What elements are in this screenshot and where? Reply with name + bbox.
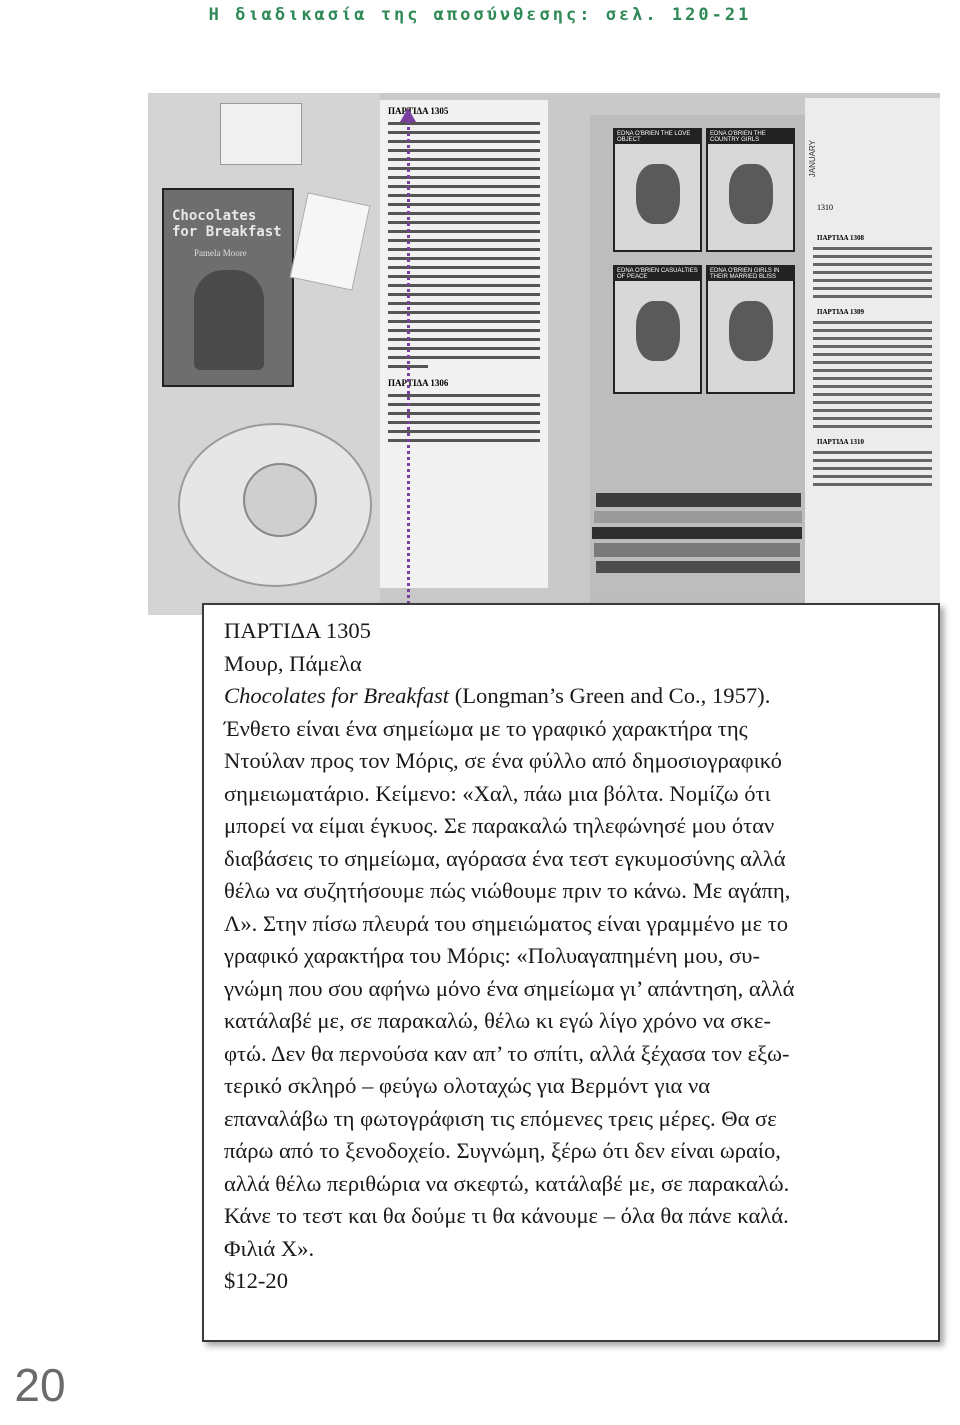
body-line: θέλω να συζητήσουμε πώς νιώθουμε πριν το κάνω. Με αγάπη, <box>224 878 791 903</box>
catalogue-sheet <box>380 100 548 588</box>
callout-dotted-line <box>407 120 410 612</box>
body-line: Κάνε το τεστ και θα δούμε τι θα κάνουμε – όλα θα πάνε καλά. <box>224 1203 789 1228</box>
lot-author: Μουρ, Πάμελα <box>224 650 362 676</box>
body-line: Ντούλαν προς τον Μόρις, σε ένα φύλλο από δημοσιογραφικό <box>224 748 782 773</box>
lot-caption-text <box>224 615 920 1298</box>
right-lot-title: ΠΑΡΤΙΔΑ 1309 <box>817 308 864 316</box>
cover-married-bliss <box>706 265 795 394</box>
body-line: γνώμη που σου αφήνω μόνο ένα σημείωμα γι’ απάντηση, αλλά <box>224 975 795 1001</box>
cover-label: EDNA O'BRIEN THE LOVE OBJECT <box>615 130 700 144</box>
right-lot-title: ΠΑΡΤΙΔΑ 1308 <box>817 234 864 242</box>
book-cover-figure <box>194 270 264 370</box>
cover-casualties-of-peace <box>613 265 702 394</box>
page-number: 20 <box>14 1359 66 1411</box>
body-line: διαβάσεις το σημείωμα, αγόρασα ένα τεστ εγκυμοσύνης αλλά <box>224 845 786 871</box>
lot-number: ΠΑΡΤΙΔΑ 1305 <box>224 618 371 643</box>
book-stack-item <box>594 511 802 523</box>
cover-love-object <box>613 128 702 252</box>
body-line: Φιλιά Χ». <box>224 1235 315 1261</box>
page-number-small: 1310 <box>817 203 833 212</box>
lot-caption-card <box>202 603 940 1342</box>
lot-price: $12-20 <box>224 1268 289 1293</box>
lot-book-title: Chocolates for Breakfast <box>224 683 450 708</box>
body-line: πάρω από το ξενοδοχείο. Συγνώμη, ξέρω ότι δεν είναι ωραίο, <box>224 1138 781 1163</box>
body-line: μπορεί να είμαι έγκυος. Σε παρακαλώ τηλεφώνησέ μου όταν <box>224 813 775 838</box>
hard-drive-disc <box>243 463 317 537</box>
cover-country-girls <box>706 128 795 252</box>
book-cover-title: Chocolates for Breakfast <box>172 208 282 240</box>
cover-label: EDNA O'BRIEN THE COUNTRY GIRLS <box>708 130 793 144</box>
book-cover-author: Pamela Moore <box>194 248 247 258</box>
body-line: Λ». Στην πίσω πλευρά του σημειώματος είναι γραμμένο με το <box>224 910 789 936</box>
portrait <box>729 164 773 224</box>
notebook <box>220 103 302 165</box>
body-line: σημειωματάριο. Κείμενο: «Χαλ, πάω μια βόλτα. Νομίζω ότι <box>224 780 771 806</box>
portrait <box>636 164 680 224</box>
catalogue-page-right <box>805 98 940 608</box>
right-lot-title: ΠΑΡΤΙΔΑ 1310 <box>817 438 864 446</box>
body-line: επαναλάβω τη φωτογράφιση τις επόμενες τρεις μέρες. Θα σε <box>224 1105 777 1131</box>
body-line: φτώ. Δεν θα περνούσα καν απ’ το σπίτι, αλλά ξέχασα τον εξω- <box>224 1040 790 1066</box>
book-stack-item <box>596 493 801 507</box>
body-line: γραφικό χαρακτήρα του Μόρις: «Πολυαγαπημένη μου, συ- <box>224 943 760 968</box>
book-stack-item <box>594 543 800 557</box>
book-stack-item <box>596 561 800 573</box>
portrait <box>636 301 680 361</box>
spine-label: JANUARY <box>808 140 817 178</box>
sheet-lot-title: ΠΑΡΤΙΔΑ 1305 <box>388 106 449 116</box>
cover-label: EDNA O'BRIEN GIRLS IN THEIR MARRIED BLISS <box>708 267 793 281</box>
portrait <box>729 301 773 361</box>
body-line: τερικό σκληρό – φεύγω ολοταχώς για Βερμόντ για να <box>224 1073 711 1098</box>
body-line: Ένθετο είναι ένα σημείωμα με το γραφικό χαρακτήρα της <box>224 715 748 741</box>
book-stack-item <box>592 527 802 539</box>
cover-label: EDNA O'BRIEN CASUALTIES OF PEACE <box>615 267 700 281</box>
running-header: Η διαδικασία της αποσύνθεσης: σελ. 120-21 <box>208 5 752 25</box>
body-line: αλλά θέλω περιθώρια να σκεφτώ, κατάλαβέ με, σε παρακαλώ. <box>224 1170 790 1196</box>
book-cover <box>162 188 294 387</box>
body-line: κατάλαβέ με, σε παρακαλώ, θέλω κι εγώ λίγο χρόνο να σκε- <box>224 1008 771 1033</box>
lot-publisher: (Longman’s Green and Co., 1957). <box>449 683 771 708</box>
sheet-lot-title: ΠΑΡΤΙΔΑ 1306 <box>388 378 449 388</box>
lot-book <box>224 680 920 713</box>
